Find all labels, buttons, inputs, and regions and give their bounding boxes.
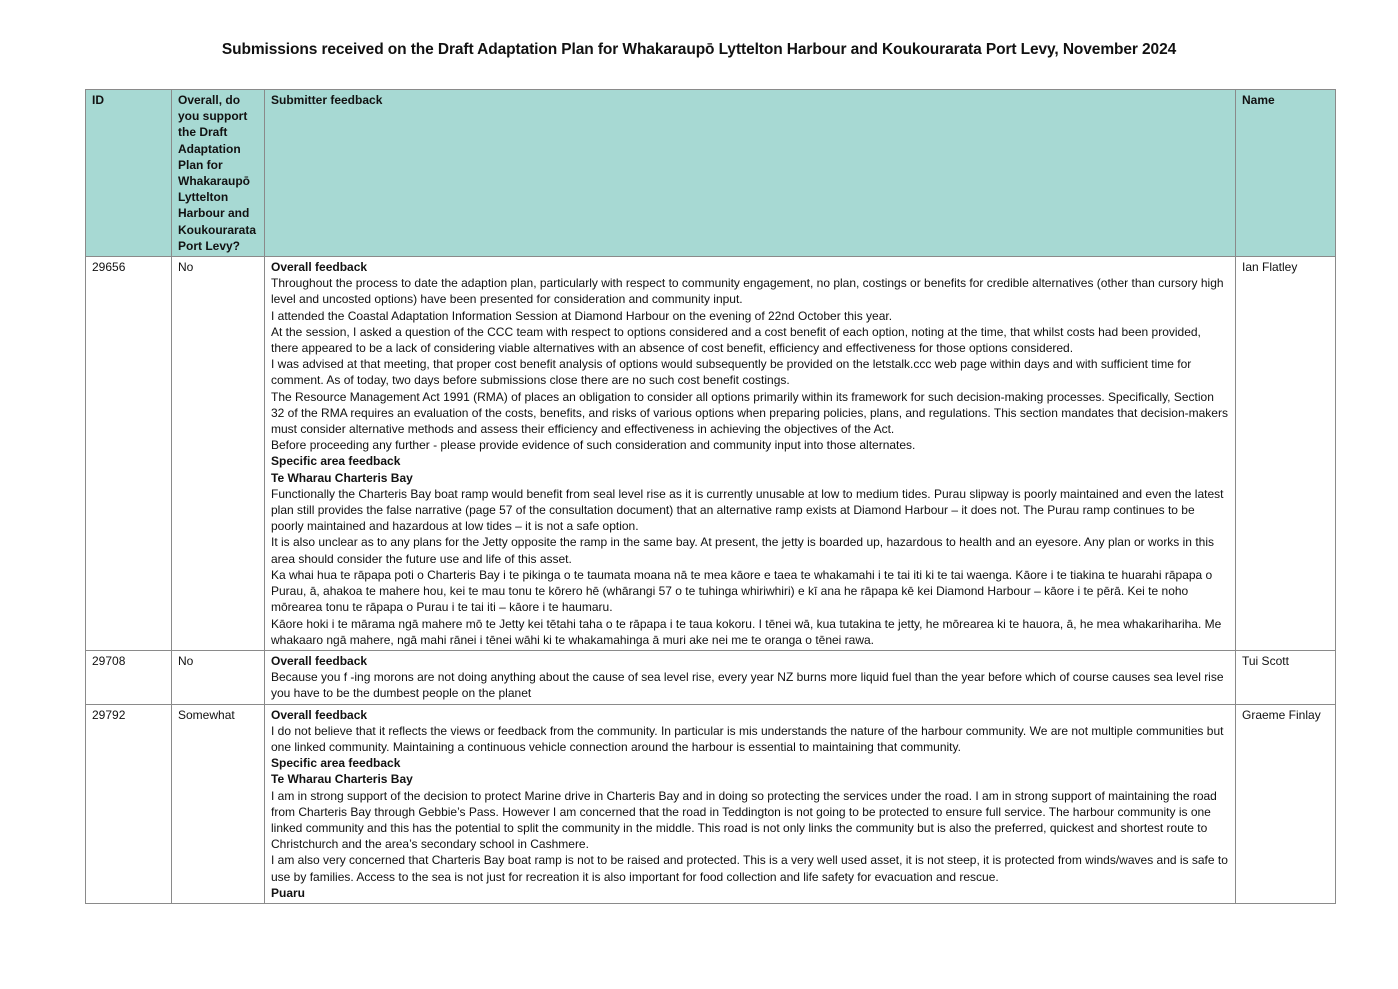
document-title: Submissions received on the Draft Adaptation Plan for Whakaraupō Lyttelton Harbour and Koukourarata Port Levy, November 2024 <box>221 41 1177 58</box>
table-row <box>86 257 1336 651</box>
submissions-table <box>85 89 1336 904</box>
feedback-paragraph: I attended the Coastal Adaptation Information Session at Diamond Harbour on the evening of 22nd October this year. <box>271 308 893 323</box>
cell-id: 29656 <box>86 257 172 651</box>
feedback-paragraph: I am in strong support of the decision to protect Marine drive in Charteris Bay and in doing so protecting the services under the road. I am in strong support of maintaining the road from Charteris Bay through Gebbie’s Pass. However I am concerned that the road in Teddington is not going to be protected to ensure full service. The harbour community is one linked community and this has the potential to split the community in the middle. This road is not only links the community but is also the preferred, quickest and shortest route to Christchurch and the area’s secondary school in Cashmere. <box>271 788 1217 852</box>
cell-feedback <box>265 650 1236 704</box>
feedback-paragraph: Kāore hoki i te mārama ngā mahere mō te Jetty kei tētahi taha o te rāpapa i te taua kokoru. I tēnei wā, kua tutakina te jetty, he mōrearea ki te hauora, ā, he mea whakarihariha. Me whakaaro ngā mahere, ngā mahi rānei i tēnei wāhi ki te whakamahinga ā muri ake nei me te oranga o tēnei rawa. <box>271 616 1222 647</box>
feedback-heading: Specific area feedback <box>271 454 401 469</box>
cell-support: Somewhat <box>172 704 265 903</box>
cell-support: No <box>172 650 265 704</box>
cell-id: 29708 <box>86 650 172 704</box>
feedback-paragraph: It is also unclear as to any plans for the Jetty opposite the ramp in the same bay. At present, the jetty is boarded up, hazardous to health and an eyesore. Any plan or works in this area should consider the future use and life of this asset. <box>271 535 1214 566</box>
feedback-heading: Overall feedback <box>271 260 368 275</box>
cell-name: Graeme Finlay <box>1236 704 1336 903</box>
header-id: ID <box>86 90 172 257</box>
feedback-paragraph: I am also very concerned that Charteris Bay boat ramp is not to be raised and protected. This is a very well used asset, it is not steep, it is protected from winds/waves and is safe to use by families. Access to the sea is not just for recreation it is also important for food collection and life safety for evacuation and rescue. <box>271 853 1228 884</box>
cell-support: No <box>172 257 265 651</box>
feedback-heading: Overall feedback <box>271 707 368 722</box>
feedback-heading: Te Wharau Charteris Bay <box>271 772 413 787</box>
feedback-paragraph: The Resource Management Act 1991 (RMA) of places an obligation to consider all options primarily within its framework for such decision-making processes. Specifically, Section 32 of the RMA requires an evaluation of the costs, benefits, and risks of various options when preparing policies, plans, and regulations. This section mandates that decision-makers must consider alternative methods and assess their efficiency and effectiveness in achieving the objectives of the Act. <box>271 389 1228 437</box>
feedback-paragraph: I was advised at that meeting, that proper cost benefit analysis of options would subsequently be provided on the letstalk.ccc web page within days and with sufficient time for comment. As of today, two days before submissions close there are no such cost benefit costings. <box>271 357 1192 388</box>
feedback-paragraph: Functionally the Charteris Bay boat ramp would benefit from seal level rise as it is currently unusable at low to medium tides. Purau slipway is poorly maintained and even the latest plan still provides the false narrative (page 57 of the consultation document) that an alternative ramp exists at Diamond Harbour – it does not. The Purau ramp continues to be poorly maintained and hazardous at low tides – it is not a safe option. <box>271 486 1224 534</box>
feedback-heading: Te Wharau Charteris Bay <box>271 470 413 485</box>
feedback-paragraph: Before proceeding any further - please provide evidence of such consideration and community input into those alternates. <box>271 438 916 453</box>
header-name: Name <box>1236 90 1336 257</box>
feedback-heading: Specific area feedback <box>271 756 401 771</box>
header-support: Overall, do you support the Draft Adaptation Plan for Whakaraupō Lyttelton Harbour and Koukourarata Port Levy? <box>172 90 265 257</box>
cell-feedback <box>265 257 1236 651</box>
cell-feedback <box>265 704 1236 903</box>
cell-id: 29792 <box>86 704 172 903</box>
cell-name: Tui Scott <box>1236 650 1336 704</box>
feedback-paragraph: Ka whai hua te rāpapa poti o Charteris Bay i te pikinga o te taumata moana nā te mea kāore e taea te whakamahi i te tai iti ki te tai waenga. Kāore i te tiakina te huarahi rāpapa o Purau, ā, ahakoa te mahere hou, kei te mau tonu te kōrero hē (whārangi 57 o te tuhinga whiriwhiri) e kī ana he rāpapa kē kei Diamond Harbour – kāore i te pērā. Kei te noho mōrearea tonu te rāpapa o Purau i te tai iti – kāore i te haumaru. <box>271 567 1213 615</box>
cell-name: Ian Flatley <box>1236 257 1336 651</box>
header-feedback: Submitter feedback <box>265 90 1236 257</box>
table-row <box>86 650 1336 704</box>
feedback-heading: Overall feedback <box>271 653 368 668</box>
feedback-paragraph: At the session, I asked a question of the CCC team with respect to options considered and a cost benefit of each option, noting at the time, that whilst costs had been provided, there appeared to be a lack of considering viable alternatives with an absence of cost benefit, efficiency and effectiveness for those options considered. <box>271 324 1201 356</box>
feedback-paragraph: I do not believe that it reflects the views or feedback from the community. In particular is mis understands the nature of the harbour community. We are not multiple communities but one linked community. Maintaining a continuous vehicle connection around the harbour is essential to maintaining that community. <box>271 723 1224 754</box>
feedback-paragraph: Throughout the process to date the adaption plan, particularly with respect to community engagement, no plan, costings or benefits for credible alternatives (other than cursory high level and uncosted options) have been presented for consideration and community input. <box>271 276 1224 307</box>
table-row <box>86 704 1336 903</box>
table-header-row <box>86 90 1336 257</box>
feedback-heading: Puaru <box>271 885 306 900</box>
feedback-paragraph: Because you f -ing morons are not doing anything about the cause of sea level rise, every year NZ burns more liquid fuel than the year before which of course causes sea level rise you have to be the dumbest people on the planet <box>271 670 1224 701</box>
